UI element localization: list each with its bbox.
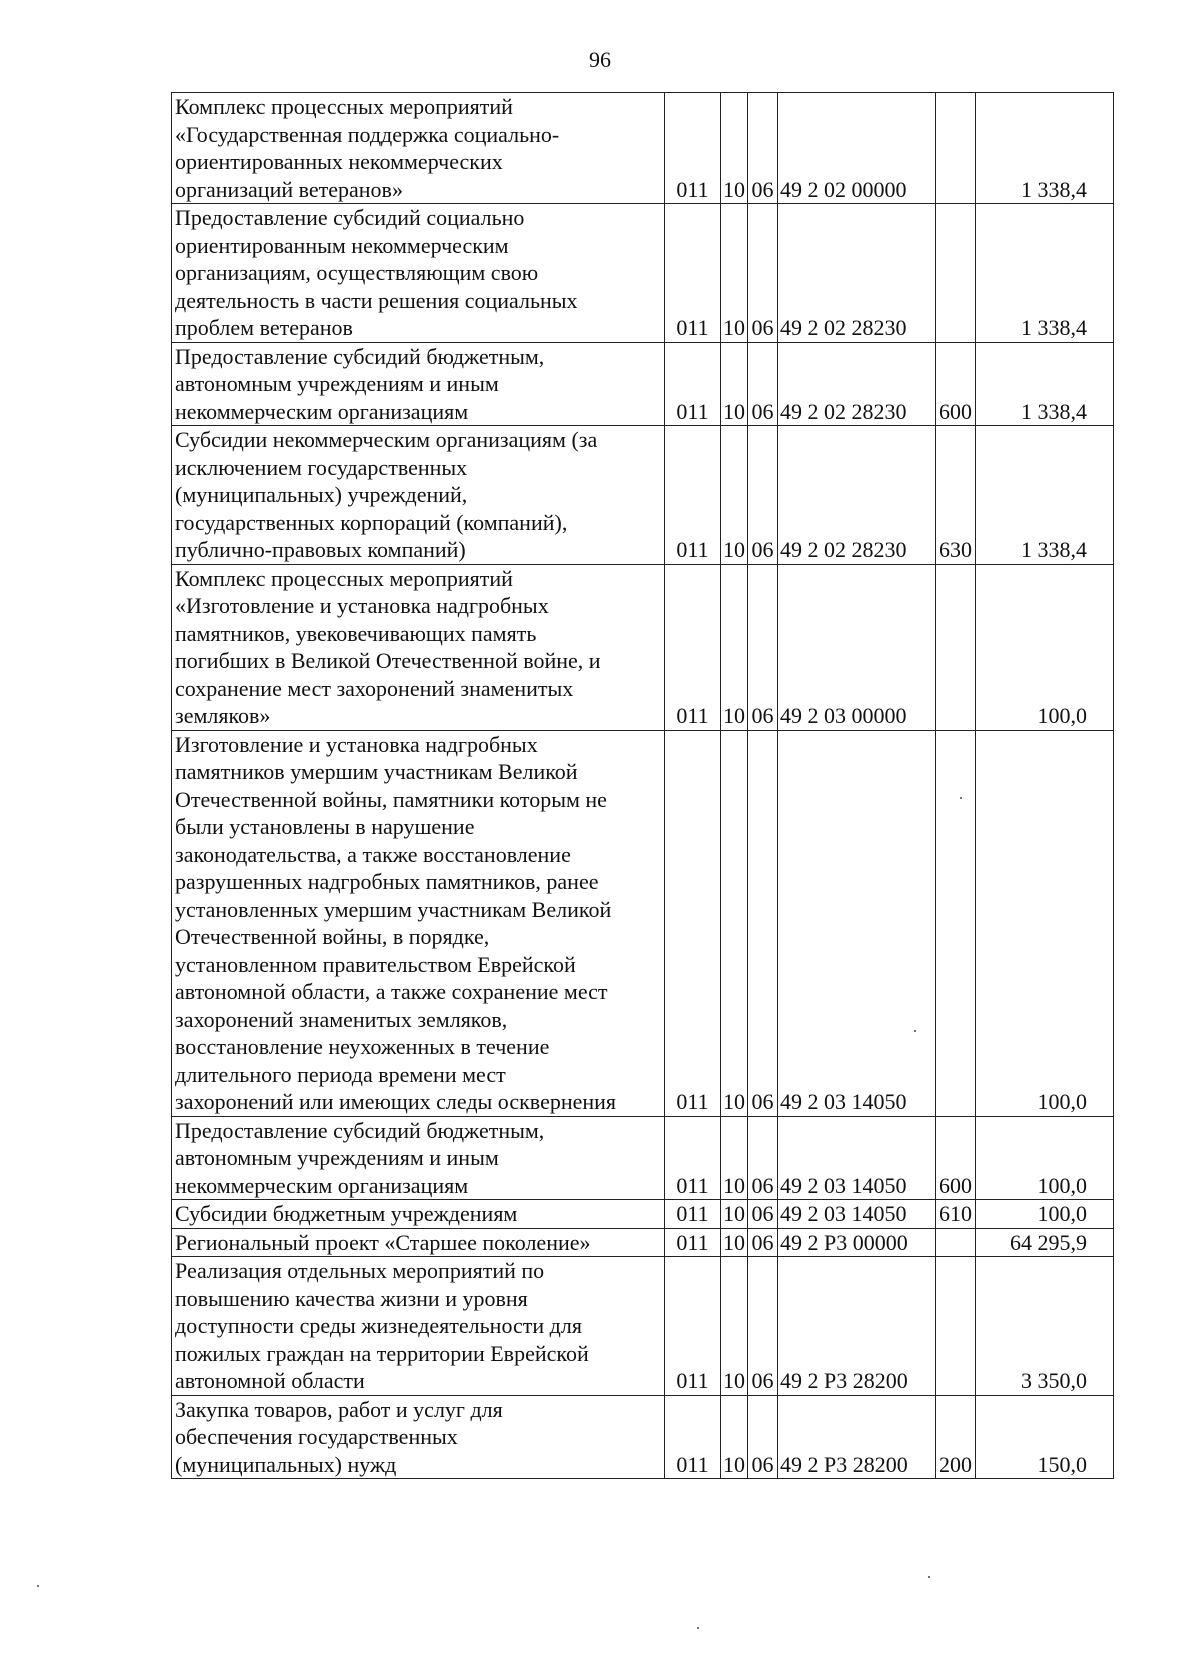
row-expense-type <box>936 564 976 730</box>
row-subsection-code: 06 <box>748 426 778 565</box>
row-section-code: 10 <box>721 1395 748 1479</box>
row-section-code: 10 <box>721 564 748 730</box>
row-ministry-code: 011 <box>665 1116 721 1200</box>
row-article-code: 49 2 Р3 28200 <box>778 1257 936 1396</box>
row-expense-type: 200 <box>936 1395 976 1479</box>
row-section-code: 10 <box>721 1116 748 1200</box>
row-amount: 3 350,0 <box>976 1257 1114 1396</box>
row-ministry-code: 011 <box>665 1228 721 1257</box>
row-subsection-code: 06 <box>748 204 778 343</box>
row-amount: 1 338,4 <box>976 93 1114 204</box>
table-row <box>172 1257 1114 1396</box>
row-amount: 100,0 <box>976 564 1114 730</box>
row-amount: 1 338,4 <box>976 342 1114 426</box>
page-number: 96 <box>589 47 611 72</box>
table-row <box>172 426 1114 565</box>
row-amount: 1 338,4 <box>976 426 1114 565</box>
row-article-code: 49 2 03 14050 <box>778 730 936 1116</box>
row-section-code: 10 <box>721 1200 748 1229</box>
row-subsection-code: 06 <box>748 342 778 426</box>
table-row <box>172 93 1114 204</box>
row-expense-type: 600 <box>936 342 976 426</box>
scan-speck <box>37 1585 39 1587</box>
row-name: Комплекс процессных мероприятий «Государственная поддержка социально- ориентированных некоммерческих организаций ветеранов» <box>172 93 665 204</box>
row-section-code: 10 <box>721 93 748 204</box>
row-name: Изготовление и установка надгробных памятников умершим участникам Великой Отечественной войны, памятники которым не были установлены в нарушение законодательства, а также восстановление разрушенных надгробных памятников, ранее установленных умершим участникам Великой Отечественной войны, в порядке, установленном правительством Еврейской автономной области, а также сохранение мест захоронений знаменитых земляков, восстановление неухоженных в течение длительного периода времени мест захоронений или имеющих следы осквернения <box>172 730 665 1116</box>
row-name: Реализация отдельных мероприятий по повышению качества жизни и уровня доступности среды жизнедеятельности для пожилых граждан на территории Еврейской автономной области <box>172 1257 665 1396</box>
row-expense-type <box>936 730 976 1116</box>
budget-table <box>171 92 1114 1479</box>
row-expense-type <box>936 1257 976 1396</box>
row-subsection-code: 06 <box>748 564 778 730</box>
row-expense-type: 630 <box>936 426 976 565</box>
row-name: Региональный проект «Старшее поколение» <box>172 1228 665 1257</box>
row-ministry-code: 011 <box>665 1257 721 1396</box>
scan-speck <box>914 1030 916 1032</box>
row-name: Закупка товаров, работ и услуг для обеспечения государственных (муниципальных) нужд <box>172 1395 665 1479</box>
table-row <box>172 204 1114 343</box>
row-name: Предоставление субсидий бюджетным, автономным учреждениям и иным некоммерческим организациям <box>172 342 665 426</box>
row-expense-type <box>936 204 976 343</box>
row-expense-type: 600 <box>936 1116 976 1200</box>
row-ministry-code: 011 <box>665 342 721 426</box>
row-article-code: 49 2 Р3 28200 <box>778 1395 936 1479</box>
row-article-code: 49 2 02 28230 <box>778 342 936 426</box>
row-expense-type: 610 <box>936 1200 976 1229</box>
table-row <box>172 1200 1114 1229</box>
row-article-code: 49 2 03 00000 <box>778 564 936 730</box>
row-ministry-code: 011 <box>665 1200 721 1229</box>
row-amount: 100,0 <box>976 730 1114 1116</box>
table-row <box>172 1395 1114 1479</box>
row-article-code: 49 2 02 28230 <box>778 426 936 565</box>
row-subsection-code: 06 <box>748 93 778 204</box>
table-row <box>172 342 1114 426</box>
row-amount: 100,0 <box>976 1200 1114 1229</box>
row-name: Субсидии некоммерческим организациям (за исключением государственных (муниципальных) учреждений, государственных корпораций (компаний), публично-правовых компаний) <box>172 426 665 565</box>
row-subsection-code: 06 <box>748 1116 778 1200</box>
scan-speck <box>697 1627 699 1629</box>
row-amount: 100,0 <box>976 1116 1114 1200</box>
row-ministry-code: 011 <box>665 730 721 1116</box>
budget-table-body <box>172 93 1114 1479</box>
row-section-code: 10 <box>721 342 748 426</box>
table-row <box>172 730 1114 1116</box>
row-name: Комплекс процессных мероприятий «Изготовление и установка надгробных памятников, увековечивающих память погибших в Великой Отечественной войне, и сохранение мест захоронений знаменитых земляков» <box>172 564 665 730</box>
row-ministry-code: 011 <box>665 564 721 730</box>
row-section-code: 10 <box>721 1257 748 1396</box>
row-amount: 64 295,9 <box>976 1228 1114 1257</box>
row-article-code: 49 2 02 00000 <box>778 93 936 204</box>
row-expense-type <box>936 93 976 204</box>
scan-speck <box>960 797 962 799</box>
row-ministry-code: 011 <box>665 1395 721 1479</box>
row-subsection-code: 06 <box>748 1228 778 1257</box>
row-name: Предоставление субсидий бюджетным, автономным учреждениям и иным некоммерческим организациям <box>172 1116 665 1200</box>
row-subsection-code: 06 <box>748 1257 778 1396</box>
row-subsection-code: 06 <box>748 1395 778 1479</box>
scan-speck <box>928 1576 930 1578</box>
row-subsection-code: 06 <box>748 730 778 1116</box>
table-row <box>172 564 1114 730</box>
row-article-code: 49 2 Р3 00000 <box>778 1228 936 1257</box>
row-ministry-code: 011 <box>665 93 721 204</box>
row-expense-type <box>936 1228 976 1257</box>
table-row <box>172 1116 1114 1200</box>
row-section-code: 10 <box>721 426 748 565</box>
row-ministry-code: 011 <box>665 426 721 565</box>
table-row <box>172 1228 1114 1257</box>
row-name: Субсидии бюджетным учреждениям <box>172 1200 665 1229</box>
row-article-code: 49 2 03 14050 <box>778 1116 936 1200</box>
row-ministry-code: 011 <box>665 204 721 343</box>
row-amount: 1 338,4 <box>976 204 1114 343</box>
row-article-code: 49 2 02 28230 <box>778 204 936 343</box>
row-subsection-code: 06 <box>748 1200 778 1229</box>
row-section-code: 10 <box>721 730 748 1116</box>
row-amount: 150,0 <box>976 1395 1114 1479</box>
row-article-code: 49 2 03 14050 <box>778 1200 936 1229</box>
row-name: Предоставление субсидий социально ориентированным некоммерческим организациям, осуществляющим свою деятельность в части решения социальных проблем ветеранов <box>172 204 665 343</box>
row-section-code: 10 <box>721 1228 748 1257</box>
row-section-code: 10 <box>721 204 748 343</box>
